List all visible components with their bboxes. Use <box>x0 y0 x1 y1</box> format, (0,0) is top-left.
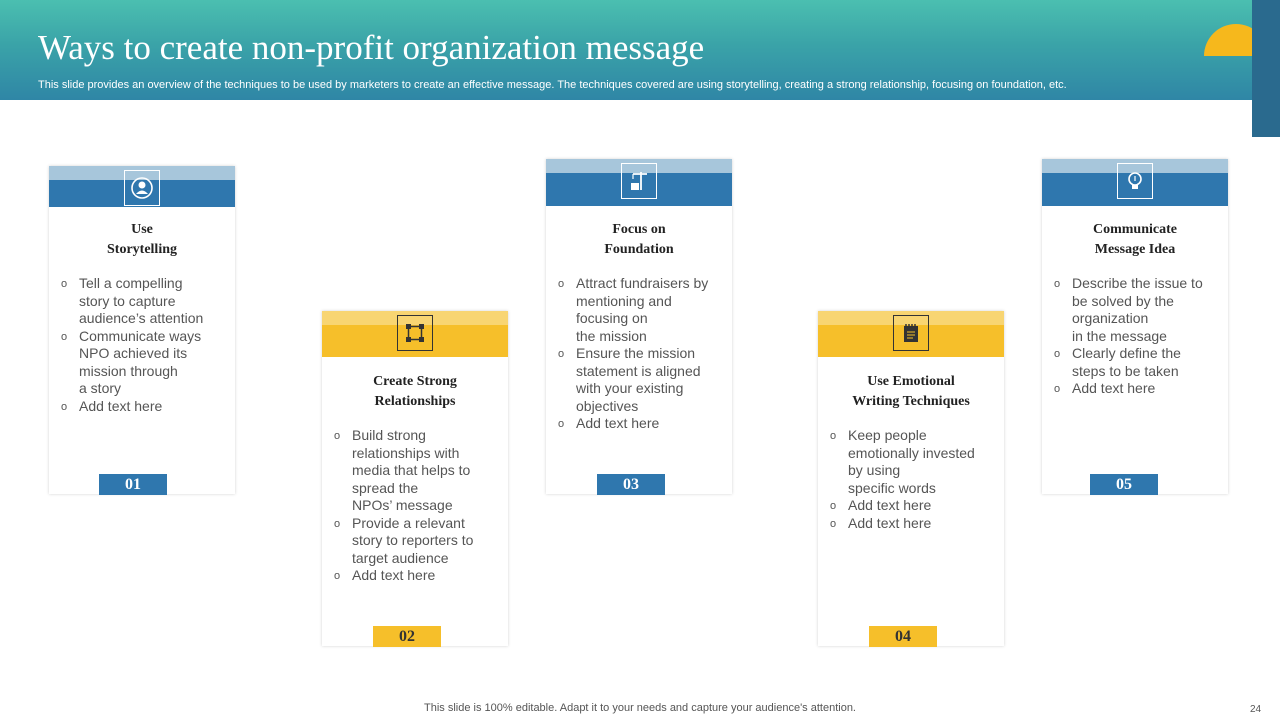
card-bullets <box>334 427 502 585</box>
construction-crane-icon <box>621 163 657 199</box>
list-item: o Add text here <box>830 497 998 515</box>
list-item: o Add text here <box>558 415 726 433</box>
page-title: Ways to create non-profit organization message <box>38 28 705 67</box>
technique-card-4 <box>818 311 1004 646</box>
page-number: 24 <box>1250 704 1262 715</box>
card-bullets <box>830 427 998 532</box>
technique-card-1 <box>49 166 235 494</box>
list-item: o Add text here <box>830 515 998 533</box>
card-title: Create Strong Relationships <box>373 374 457 409</box>
list-item: o Communicate ways NPO achieved its mission through a story <box>61 328 229 398</box>
list-item: o Build strong relationships with media that helps to spread the NPOs’ message <box>334 427 502 515</box>
list-item: o Clearly define the steps to be taken <box>1054 345 1222 380</box>
card-title: Focus on Foundation <box>604 222 674 257</box>
card-number-badge: 04 <box>869 626 937 647</box>
technique-card-2 <box>322 311 508 646</box>
list-item: o Add text here <box>334 567 502 585</box>
list-item: o Provide a relevant story to reporters to target audience <box>334 515 502 568</box>
page-subtitle: This slide provides an overview of the techniques to be used by marketers to create an effective message. The techniques covered are using storytelling, creating a strong relationship, focusing on foundation, etc. <box>38 79 1067 91</box>
notepad-writing-icon <box>893 315 929 351</box>
list-item: o Tell a compelling story to capture audience’s attention <box>61 275 229 328</box>
network-nodes-icon <box>397 315 433 351</box>
title-banner <box>0 0 1280 100</box>
storytelling-person-icon <box>124 170 160 206</box>
footer-note: This slide is 100% editable. Adapt it to your needs and capture your audience's attention. <box>424 702 856 714</box>
card-bullets <box>61 275 229 415</box>
technique-card-5 <box>1042 159 1228 494</box>
card-bullets <box>1054 275 1222 398</box>
card-title: Use Emotional Writing Techniques <box>852 374 970 409</box>
card-title: Use Storytelling <box>107 222 177 257</box>
list-item: o Add text here <box>1054 380 1222 398</box>
card-number-badge: 01 <box>99 474 167 495</box>
technique-card-3 <box>546 159 732 494</box>
lightbulb-idea-icon <box>1117 163 1153 199</box>
card-number-badge: 02 <box>373 626 441 647</box>
list-item: o Add text here <box>61 398 229 416</box>
card-title: Communicate Message Idea <box>1093 222 1177 257</box>
card-bullets <box>558 275 726 433</box>
list-item: o Ensure the mission statement is aligned with your existing objectives <box>558 345 726 415</box>
list-item: o Attract fundraisers by mentioning and focusing on the mission <box>558 275 726 345</box>
list-item: o Keep people emotionally invested by using specific words <box>830 427 998 497</box>
corner-accent-bar <box>1252 0 1280 137</box>
card-number-badge: 05 <box>1090 474 1158 495</box>
list-item: o Describe the issue to be solved by the organization in the message <box>1054 275 1222 345</box>
card-number-badge: 03 <box>597 474 665 495</box>
